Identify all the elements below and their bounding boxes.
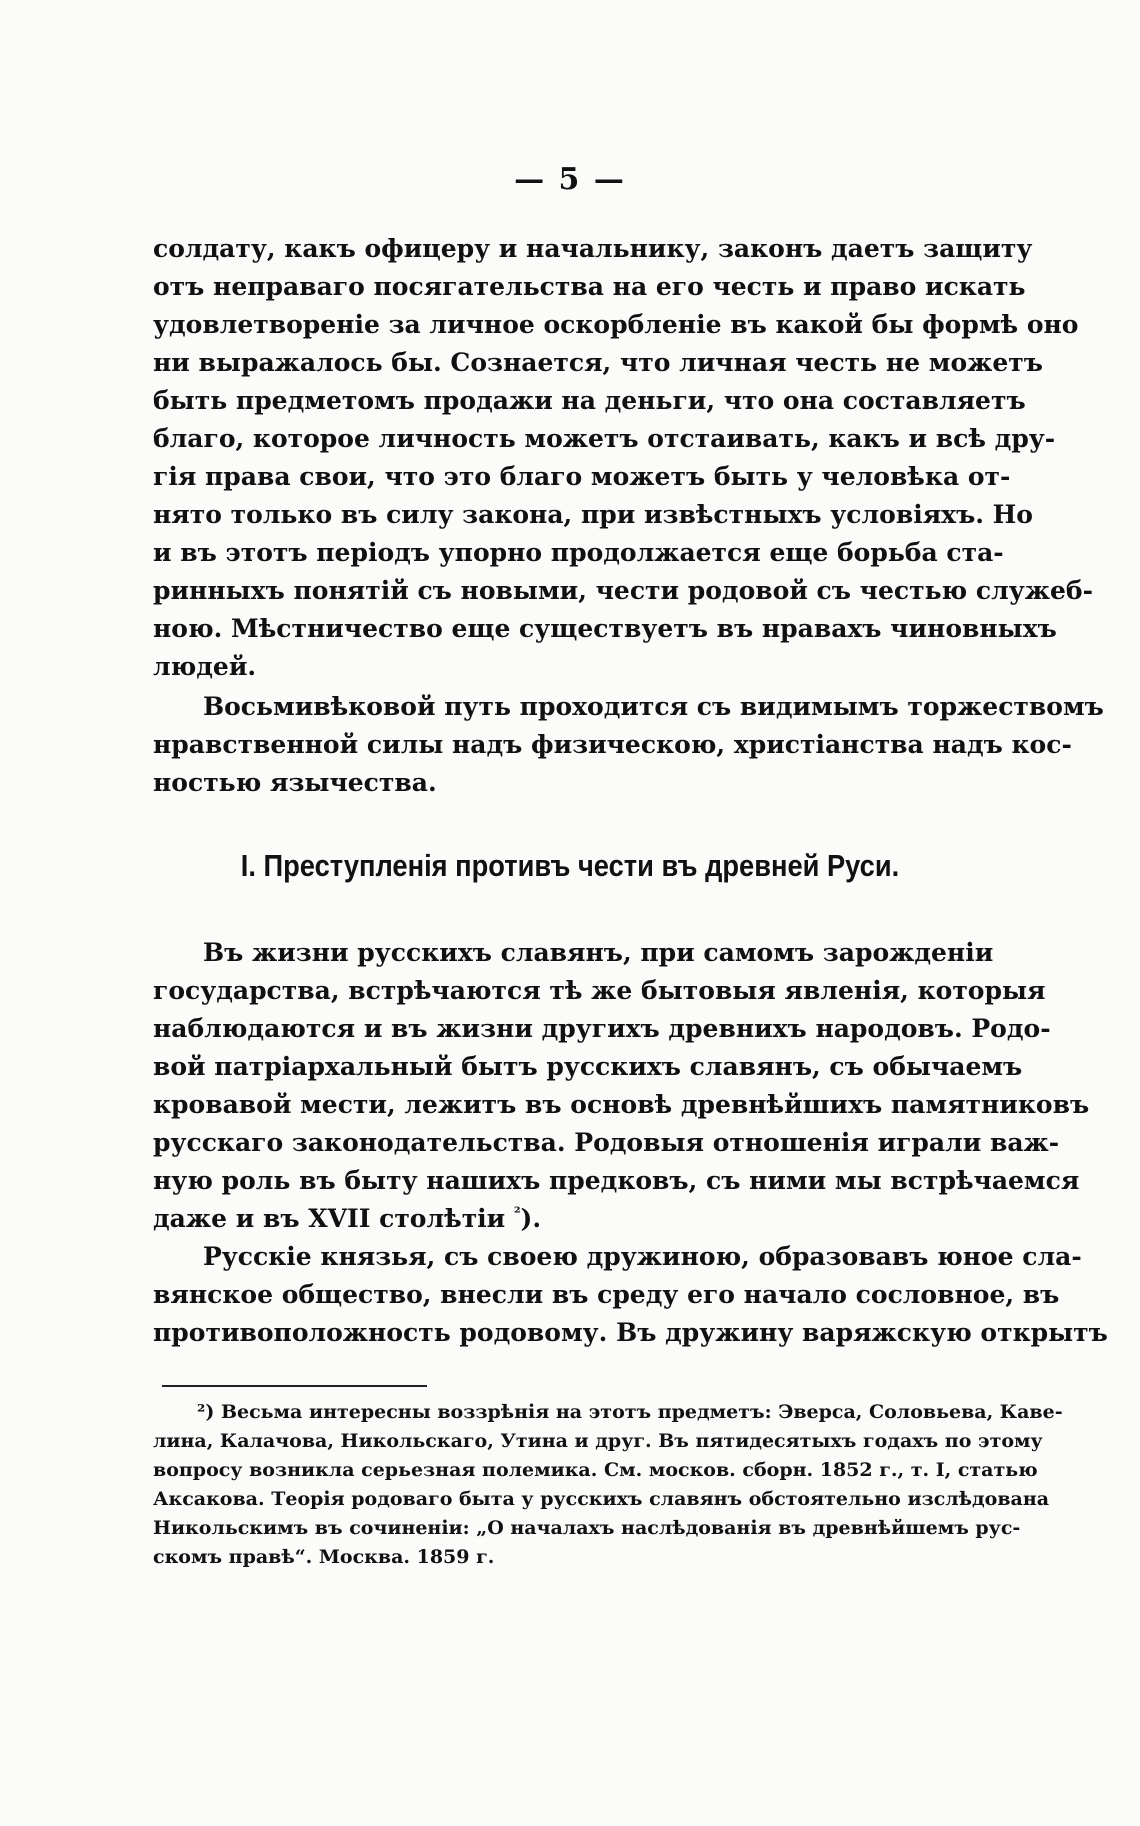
footnote — [153, 1398, 1063, 1572]
page-number: — 5 — — [514, 162, 626, 197]
text-line — [153, 1200, 983, 1238]
footnote-line: скомъ правѣ“. Москва. 1859 г. — [153, 1546, 495, 1568]
text-line: вянское общество, внесли въ среду его начало сословное, въ — [153, 1280, 1060, 1309]
text-span: даже и въ XVII столѣтіи — [153, 1204, 506, 1233]
text-line: ную роль въ быту нашихъ предковъ, съ ними мы встрѣчаемся — [153, 1166, 1080, 1195]
text-line: благо, которое личность можетъ отстаивать, какъ и всѣ дру- — [153, 424, 1056, 453]
text-line: кровавой мести, лежитъ въ основѣ древнѣйшихъ памятниковъ — [153, 1090, 1090, 1119]
text-line: ни выражалось бы. Сознается, что личная честь не можетъ — [153, 348, 1043, 377]
text-line: государства, встрѣчаются тѣ же бытовыя явленія, которыя — [153, 976, 1046, 1005]
text-line: ною. Мѣстничество еще существуетъ въ нравахъ чиновныхъ — [153, 614, 1057, 643]
footnote-marker: ²) — [197, 1401, 215, 1423]
text-line: вой патріархальный бытъ русскихъ славянъ, съ обычаемъ — [153, 1052, 1023, 1081]
footnote-separator — [162, 1385, 427, 1387]
text-span: ). — [520, 1204, 542, 1233]
text-line: удовлетвореніе за личное оскорбленіе въ какой бы формѣ оно — [153, 310, 1079, 339]
text-line: Русскіе князья, съ своею дружиною, образовавъ юное сла- — [203, 1242, 1082, 1271]
text-span: Весьма интересны воззрѣнія на этотъ предметъ: Эверса, Соловьева, Кавe- — [220, 1401, 1063, 1423]
text-line: Восьмивѣковой путь проходится съ видимымъ торжествомъ — [203, 692, 1104, 721]
footnote-line: Никольскимъ въ сочиненіи: „О началахъ наслѣдованія въ древнѣйшемъ рус- — [153, 1517, 1021, 1539]
paragraph-3 — [153, 934, 1090, 1238]
text-line: русскаго законодательства. Родовыя отношенія играли важ- — [153, 1128, 1060, 1157]
paragraph-4 — [153, 1238, 1108, 1352]
footnote-line: Аксакова. Теорія родоваго быта у русскихъ славянъ обстоятельно изслѣдована — [153, 1488, 1050, 1510]
section-heading: I. Преступленія противъ чести въ древней Руси. — [240, 848, 900, 883]
text-line: нравственной силы надъ физическою, христіанства надъ кос- — [153, 730, 1072, 759]
text-line: ринныхъ понятій съ новыми, чести родовой съ честью служеб- — [153, 576, 1093, 605]
text-line: гія права свои, что это благо можетъ быть у человѣка от- — [153, 462, 1011, 491]
footnote-line: лина, Калачова, Никольскаго, Утина и друг. Въ пятидесятыхъ годахъ по этому — [153, 1430, 1043, 1452]
text-line: наблюдаются и въ жизни другихъ древнихъ народовъ. Родо- — [153, 1014, 1051, 1043]
paragraph-2 — [153, 688, 1104, 802]
text-line: ностью язычества. — [153, 768, 437, 797]
footnote-line: вопросу возникла серьезная полемика. См. москов. сборн. 1852 г., т. I, статью — [153, 1459, 1038, 1481]
text-line: отъ неправаго посягательства на его честь и право искать — [153, 272, 1026, 301]
paragraph-1 — [153, 230, 1093, 686]
text-line: людей. — [153, 652, 257, 681]
text-line: Въ жизни русскихъ славянъ, при самомъ зарожденіи — [203, 938, 994, 967]
text-line: противоположность родовому. Въ дружину варяжскую открытъ — [153, 1318, 1108, 1347]
text-line: солдату, какъ офицеру и начальнику, законъ даетъ защиту — [153, 234, 1033, 263]
text-line: нято только въ силу закона, при извѣстныхъ условіяхъ. Но — [153, 500, 1033, 529]
footnote-reference: ² — [513, 1203, 521, 1222]
text-line: и въ этотъ періодъ упорно продолжается еще борьба ста- — [153, 538, 1004, 567]
footnote-line — [153, 1398, 1063, 1427]
text-line: быть предметомъ продажи на деньги, что она составляетъ — [153, 386, 1026, 415]
